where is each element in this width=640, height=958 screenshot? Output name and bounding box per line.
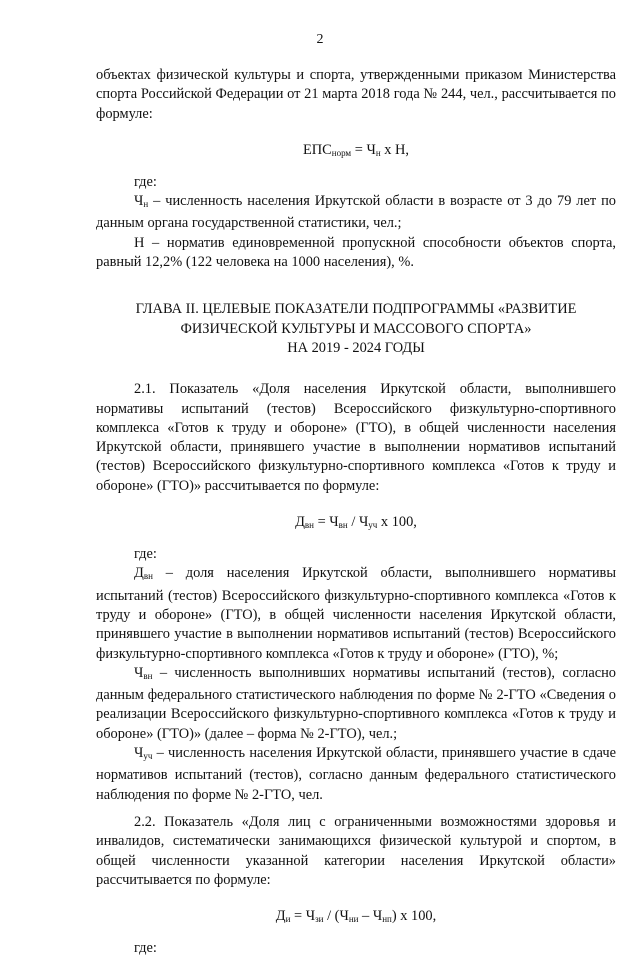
definition-dvn-text: – доля населения Иркутской области, выполнившего нормативы испытаний (тестов) Всероссийского физкультурно-спортивного комплекса «Готов к труду и обороне» (ГТО), в общей численности населения Иркутской области, принявшего участие в выполнении нормативов испытаний (тестов) Всероссийского физкультурно-спортивного комплекса «Готов к труду и обороне» (ГТО), %; — [96, 565, 616, 662]
where-label-2: где: — [134, 546, 157, 563]
formula-eps-rest: х Н, — [380, 141, 410, 158]
definition-n: Н – норматив единовременной пропускной способности объектов спорта, равный 12,2% (122 человека на 1000 населения), %. — [96, 234, 616, 271]
where-label: где: — [134, 173, 157, 190]
formula-eps-lhs-sub: норм — [331, 147, 352, 158]
formula-di-b-sub: зи — [315, 914, 324, 925]
formula-di-a-sub: и — [285, 914, 291, 925]
spacer — [96, 805, 616, 813]
chapter-heading-line-1: ГЛАВА II. ЦЕЛЕВЫЕ ПОКАЗАТЕЛИ ПОДПРОГРАММЫ «РАЗВИТИЕ — [135, 301, 577, 318]
definition-dvn-symbol: Д — [134, 565, 144, 582]
formula-di-d: – Ч — [358, 908, 383, 925]
definition-ch-text: – численность населения Иркутской области в возрасте от 3 до 79 лет по данным органа государственной статистики, чел.; — [96, 193, 616, 232]
chapter-heading — [96, 300, 616, 358]
formula-dvn-b: = Ч — [314, 514, 339, 531]
formula-dvn-a: Д — [295, 514, 305, 531]
where-label-3: где: — [134, 940, 157, 957]
definition-ch-sub: н — [143, 199, 149, 210]
formula-di-d-sub: нп — [382, 914, 392, 925]
formula-di — [96, 908, 616, 925]
definition-dvn — [96, 564, 616, 663]
page-number: 2 — [316, 32, 324, 47]
definition-chuch — [96, 744, 616, 805]
formula-di-b: = Ч — [290, 908, 316, 925]
formula-di-c-sub: ни — [348, 914, 359, 925]
formula-di-e: ) х 100, — [391, 908, 437, 925]
definition-chvn-sub: вн — [143, 670, 153, 681]
definition-chuch-sub: уч — [143, 751, 153, 762]
formula-dvn-a-sub: вн — [304, 520, 314, 531]
paragraph-2-1: 2.1. Показатель «Доля населения Иркутской области, выполнившего нормативы испытаний (тестов) Всероссийского физкультурно-спортивного комплекса «Готов к труду и обороне» (ГТО), в общей численности населения Иркутской области, принявшего участие в выполнении нормативов испытаний (тестов) Всероссийского физкультурно-спортивного комплекса «Готов к труду и обороне» (ГТО)» рассчитывается по формуле: — [96, 381, 616, 494]
formula-eps — [96, 142, 616, 159]
formula-eps-sub: н — [375, 147, 381, 158]
definition-ch — [96, 192, 616, 234]
formula-dvn-d: х 100, — [377, 514, 417, 531]
intro-paragraph: объектах физической культуры и спорта, утвержденными приказом Министерства спорта Российской Федерации от 21 марта 2018 года № 244, чел., рассчитывается по формуле: — [96, 67, 616, 122]
formula-dvn-c: / Ч — [347, 514, 369, 531]
definition-chvn-symbol: Ч — [134, 664, 144, 681]
chapter-heading-line-3: НА 2019 - 2024 ГОДЫ — [287, 339, 425, 356]
definition-chvn — [96, 664, 616, 744]
formula-eps-eq: = Ч — [351, 141, 376, 158]
formula-dvn-c-sub: уч — [368, 520, 378, 531]
chapter-heading-line-2: ФИЗИЧЕСКОЙ КУЛЬТУРЫ И МАССОВОГО СПОРТА» — [180, 320, 532, 337]
formula-dvn-b-sub: вн — [338, 520, 348, 531]
formula-dvn — [96, 514, 616, 531]
formula-di-c: / (Ч — [323, 908, 349, 925]
formula-eps-lhs: ЕПС — [302, 141, 332, 158]
definition-chvn-text: – численность выполнивших нормативы испытаний (тестов), согласно данным федерального статистического наблюдения по форме № 2-ГТО «Сведения о реализации Всероссийского физкультурно-спортивного комплекса «Готов к труду и обороне» (ГТО)» (далее – форма № 2-ГТО), чел.; — [96, 664, 616, 742]
definition-ch-symbol: Ч — [134, 193, 144, 210]
definition-chuch-text: – численность населения Иркутской области, принявшего участие в сдаче нормативов испытаний (тестов), согласно данным федерального статистического наблюдения по форме № 2-ГТО, чел. — [96, 745, 616, 803]
definition-dvn-sub: вн — [143, 571, 153, 582]
definition-chuch-symbol: Ч — [134, 745, 144, 762]
paragraph-2-2: 2.2. Показатель «Доля лиц с ограниченными возможностями здоровья и инвалидов, систематически занимающихся физической культурой и спортом, в общей численности указанной категории населения Иркутской области» рассчитывается по формуле: — [96, 813, 616, 888]
formula-di-a: Д — [275, 908, 286, 925]
